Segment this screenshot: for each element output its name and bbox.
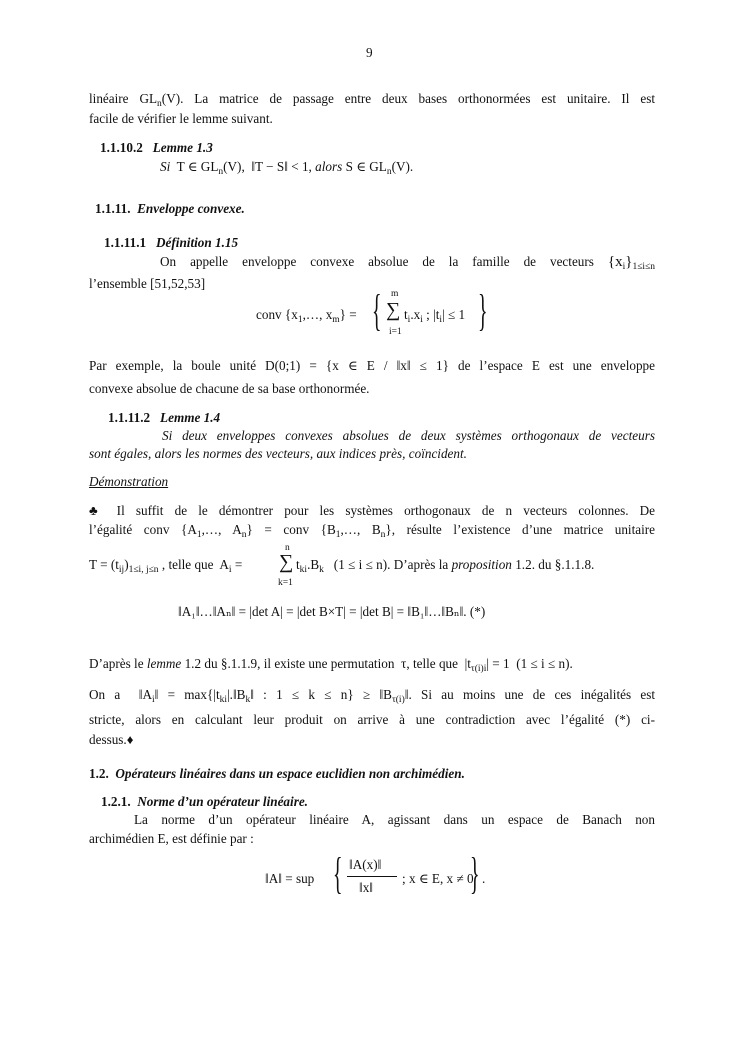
section-heading: 1.2. Opérateurs linéaires dans un espace euclidien non archimédien. xyxy=(89,766,465,781)
diamond-icon: ♦ xyxy=(126,732,134,747)
club-icon: ♣ xyxy=(89,503,106,518)
lemma-statement: Si deux enveloppes convexes absolues de deux systèmes orthogonaux de vecteurs xyxy=(162,428,655,443)
lemma-heading: 1.1.10.2 Lemme 1.3 xyxy=(100,140,213,155)
subsection-heading: 1.2.1. Norme d’un opérateur linéaire. xyxy=(101,794,308,809)
paragraph-line: ♣ Il suffit de le démontrer pour les systèmes orthogonaux de n vecteurs colonnes. De xyxy=(89,503,656,518)
paragraph-line: archimédien E, est définie par : xyxy=(89,831,254,846)
paragraph-line: stricte, alors en calculant leur produit on arrive à une contradiction avec l’égalité (*) ci- xyxy=(89,712,655,727)
paragraph-line: Par exemple, la boule unité D(0;1) = {x ∈ E / ‖x‖ ≤ 1} de l’espace E est une enveloppe xyxy=(89,358,655,373)
paragraph-line: l’égalité conv {$A_1,\dots$, $A_n$} = conv {$B_1,\dots$, $B_n$}, résulte l’existence d’une matrice unitaire xyxy=(89,522,656,540)
paragraph-line: On a $‖A_i‖$ = $\max\{|t_{ki}|.‖B_k‖$ : $1 \le k \le n\} \ge ‖B_{\tau(i)}‖$. Si au moins une de ces inégalités est xyxy=(89,687,656,705)
definition-line: l’ensemble [51,52,53] xyxy=(89,276,206,291)
demonstration-heading: Démonstration xyxy=(89,474,169,489)
lemma-heading: 1.1.11.2 Lemme 1.4 xyxy=(108,410,221,425)
operator-norm-formula: ‖A‖ = sup { ‖A(x)‖ ‖x‖ ; x ∈ E, x ≠ 0 } . xyxy=(265,849,486,898)
lemma-statement: Si T ∈ $GL_n(V)$, ‖T − S‖ < 1, alors S ∈ $GL_n(V)$. xyxy=(160,159,414,177)
lemma-statement: sont égales, alors les normes des vecteurs, aux indices près, coïncident. xyxy=(89,446,467,461)
demo-formula-line: $T = (t_{ij})_{1\le i, j\le n}$ , telle que $A_i$ = n ∑ k=1 $t_{ki}.B_k$ (1 ≤ i ≤ n). D’après la proposition 1.2. du §.1.1.8. xyxy=(89,543,595,588)
conv-formula: conv {$x_1,\dots$, $x_m$} = { m ∑ i=1 $t_i.x_i$ ; $|t_i| \le 1$ } xyxy=(256,286,488,337)
equation-star: ‖A₁‖…‖Aₙ‖ = |det A| = |det B×T| = |det B| = ‖B₁‖…‖Bₙ‖. (*) xyxy=(178,604,486,619)
paragraph-line: convexe absolue de chacune de sa base orthonormée. xyxy=(89,381,370,396)
paragraph-line: linéaire $GL_n(V)$. La matrice de passage entre deux bases orthonormées est unitaire. Il est xyxy=(89,91,656,109)
paragraph-line: facile de vérifier le lemme suivant. xyxy=(89,111,273,126)
paragraph-line: D’après le lemme 1.2 du §.1.1.9, il existe une permutation τ, telle que $|t_{\tau(i)i}| = 1$ (1 ≤ i ≤ n). xyxy=(89,656,573,674)
paragraph-line: La norme d’un opérateur linéaire A, agissant dans un espace de Banach non xyxy=(134,812,655,827)
section-heading: 1.1.11. Enveloppe convexe. xyxy=(95,201,245,216)
page-number: 9 xyxy=(366,45,373,60)
definition-line: On appelle enveloppe convexe absolue de la famille de vecteurs $\{x_i\}_{1\le i\le n}$ xyxy=(160,254,656,272)
definition-heading: 1.1.11.1 Définition 1.15 xyxy=(104,235,239,250)
paragraph-line: dessus.♦ xyxy=(89,732,134,747)
